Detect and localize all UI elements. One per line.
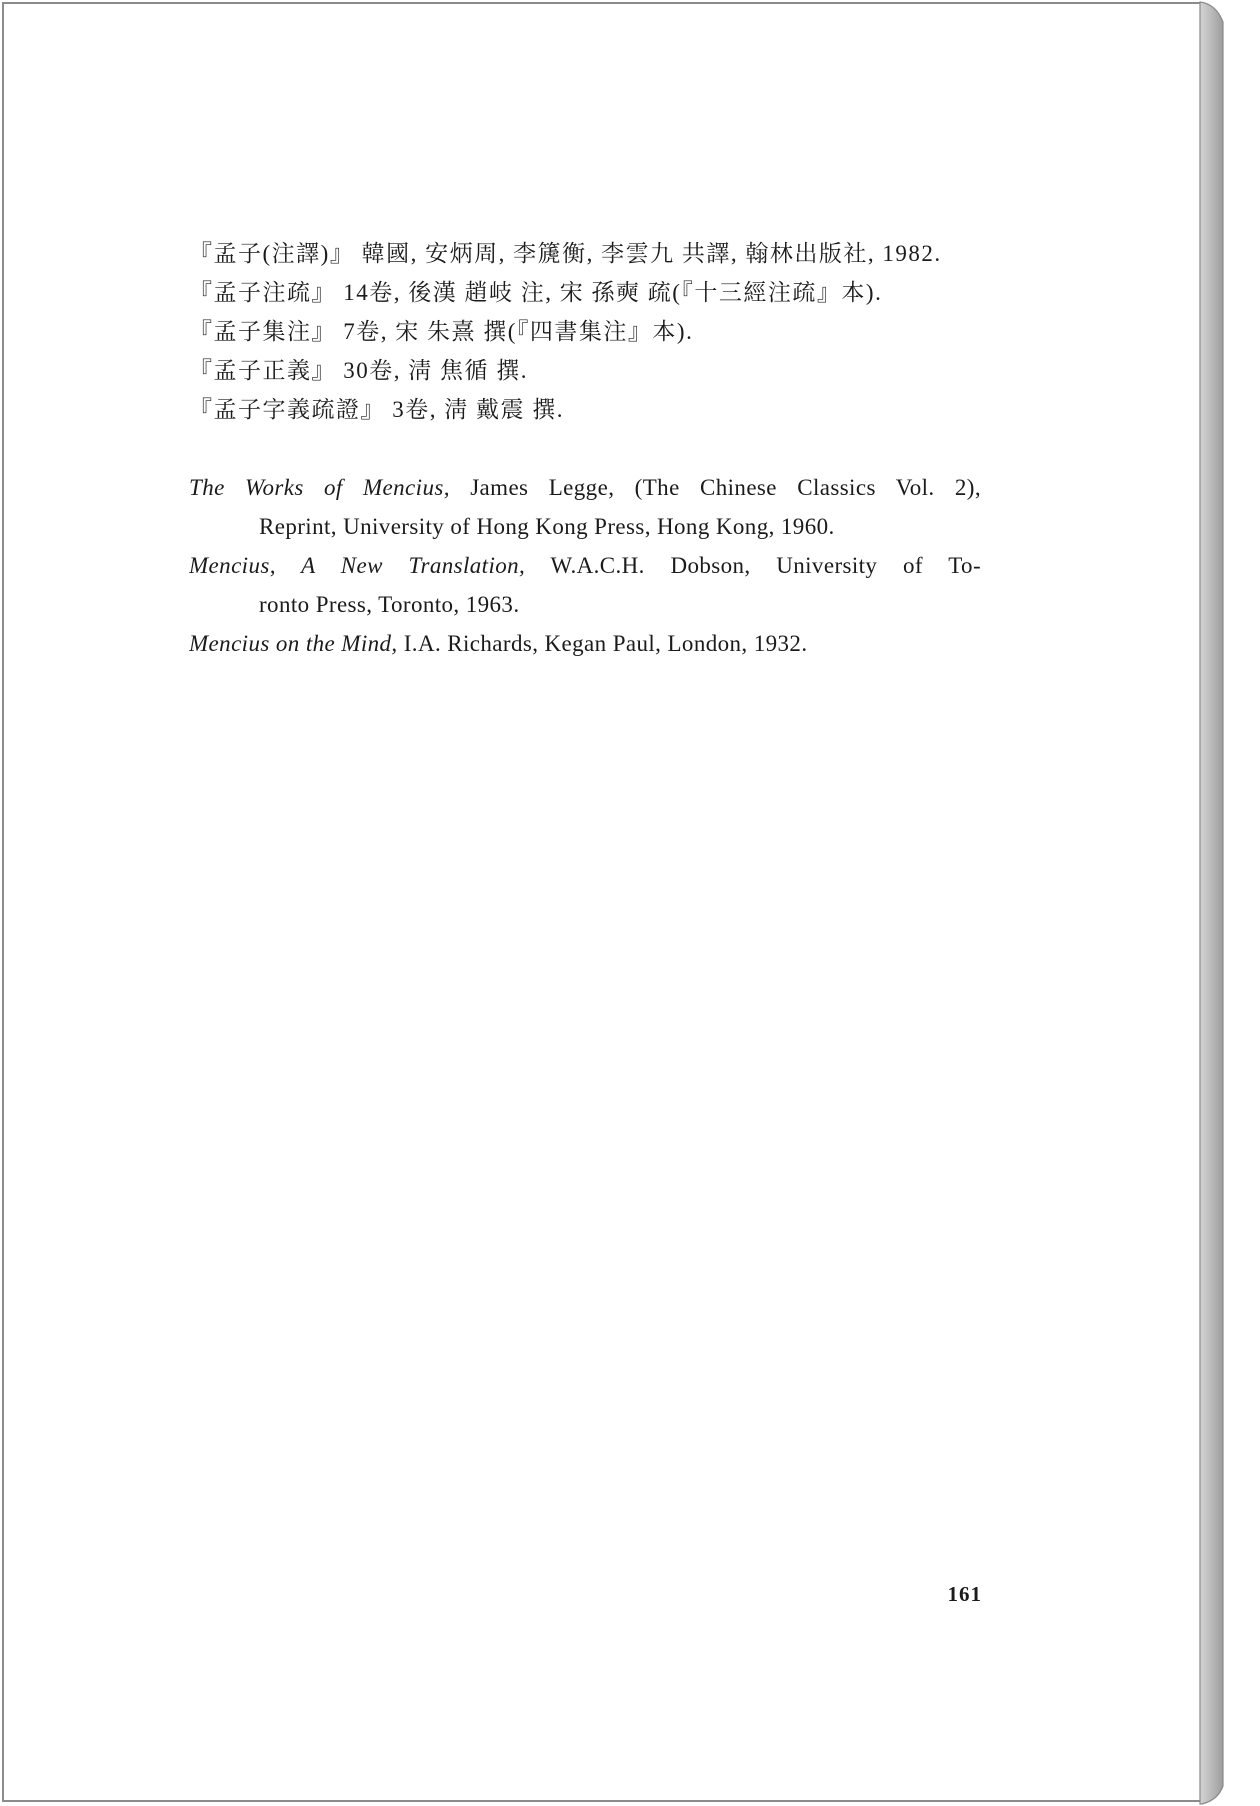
classical-sources-list xyxy=(189,234,981,429)
bibliography-entry: 『孟子正義』 30卷, 淸 焦循 撰. xyxy=(189,358,528,383)
entry-first-line xyxy=(189,624,981,663)
bibliography-entry: 『孟子(注譯)』 韓國, 安炳周, 李篪衡, 李雲九 共譯, 翰林出版社, 1982. xyxy=(189,241,942,266)
book-title: Mencius, A New Translation, xyxy=(189,553,526,578)
book-title: Mencius on the Mind, xyxy=(189,631,398,656)
bibliography-entry: 『孟子字義疏證』 3卷, 淸 戴震 撰. xyxy=(189,397,564,422)
bibliography-entry xyxy=(189,468,981,546)
entry-details: I.A. Richards, Kegan Paul, London, 1932. xyxy=(403,631,808,656)
book-title: The Works of Mencius, xyxy=(189,475,450,500)
western-sources-list xyxy=(189,468,981,663)
section-spacer xyxy=(189,429,981,468)
entry-details: James Legge, (The Chinese Classics Vol. 2), xyxy=(470,475,981,500)
entry-continuation: ronto Press, Toronto, 1963. xyxy=(259,592,520,617)
entry-first-line xyxy=(189,546,981,585)
entry-first-line xyxy=(189,468,981,507)
bibliography xyxy=(189,234,981,663)
bibliography-entry: 『孟子注疏』 14卷, 後漢 趙岐 注, 宋 孫奭 疏(『十三經注疏』本). xyxy=(189,280,883,305)
bibliography-entry xyxy=(189,546,981,624)
page-edge-shadow xyxy=(1194,0,1230,1806)
bibliography-entry: 『孟子集注』 7卷, 宋 朱熹 撰(『四書集注』本). xyxy=(189,319,694,344)
page-number: 161 xyxy=(947,1582,982,1606)
entry-details: W.A.C.H. Dobson, University of To- xyxy=(550,553,981,578)
entry-continuation: Reprint, University of Hong Kong Press, Hong Kong, 1960. xyxy=(259,514,835,539)
bibliography-entry xyxy=(189,624,981,663)
page-sheet xyxy=(2,2,1202,1802)
